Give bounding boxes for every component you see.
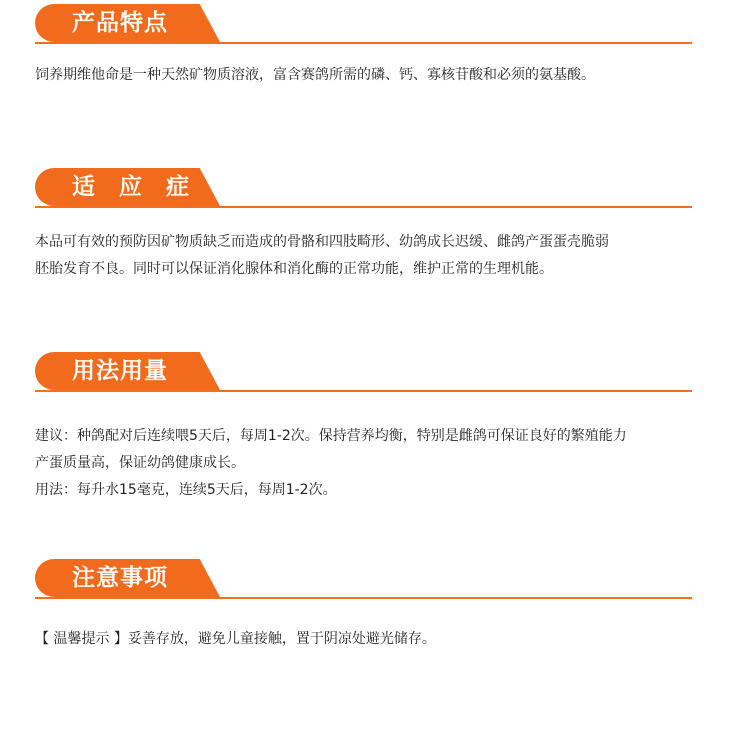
- section-body: [35, 62, 695, 89]
- section-title: 注意事项: [72, 565, 168, 591]
- section-divider: [35, 390, 692, 392]
- body-line: 【 温馨提示 】妥善存放，避免儿童接触，置于阴凉处避光储存。: [35, 631, 436, 647]
- body-line: 建议：种鸽配对后连续喂5天后，每周1-2次。保持营养均衡，特别是雌鸽可保证良好的繁殖能力: [35, 428, 627, 444]
- section-header: [35, 559, 692, 599]
- section-header: [35, 352, 692, 392]
- section-divider: [35, 206, 692, 208]
- section-body: [35, 423, 695, 504]
- section-header: [35, 168, 692, 208]
- body-line: 饲养期维他命是一种天然矿物质溶液，富含赛鸽所需的磷、钙、寡核苷酸和必须的氨基酸。: [35, 67, 595, 83]
- section-divider: [35, 42, 692, 44]
- section-body: [35, 229, 695, 283]
- section-title: 适 应 症: [72, 174, 198, 200]
- body-line: 本品可有效的预防因矿物质缺乏而造成的骨骼和四肢畸形、幼鸽成长迟缓、雌鸽产蛋蛋壳脆弱: [35, 234, 609, 250]
- section-divider: [35, 597, 692, 599]
- section-title: 产品特点: [72, 10, 168, 36]
- body-line: 用法：每升水15毫克，连续5天后，每周1-2次。: [35, 482, 337, 498]
- section-title: 用法用量: [72, 358, 168, 384]
- section-body: [35, 626, 695, 653]
- body-line: 胚胎发育不良。同时可以保证消化腺体和消化酶的正常功能，维护正常的生理机能。: [35, 261, 553, 277]
- body-line: 产蛋质量高，保证幼鸽健康成长。: [35, 455, 245, 471]
- section-header: [35, 4, 692, 44]
